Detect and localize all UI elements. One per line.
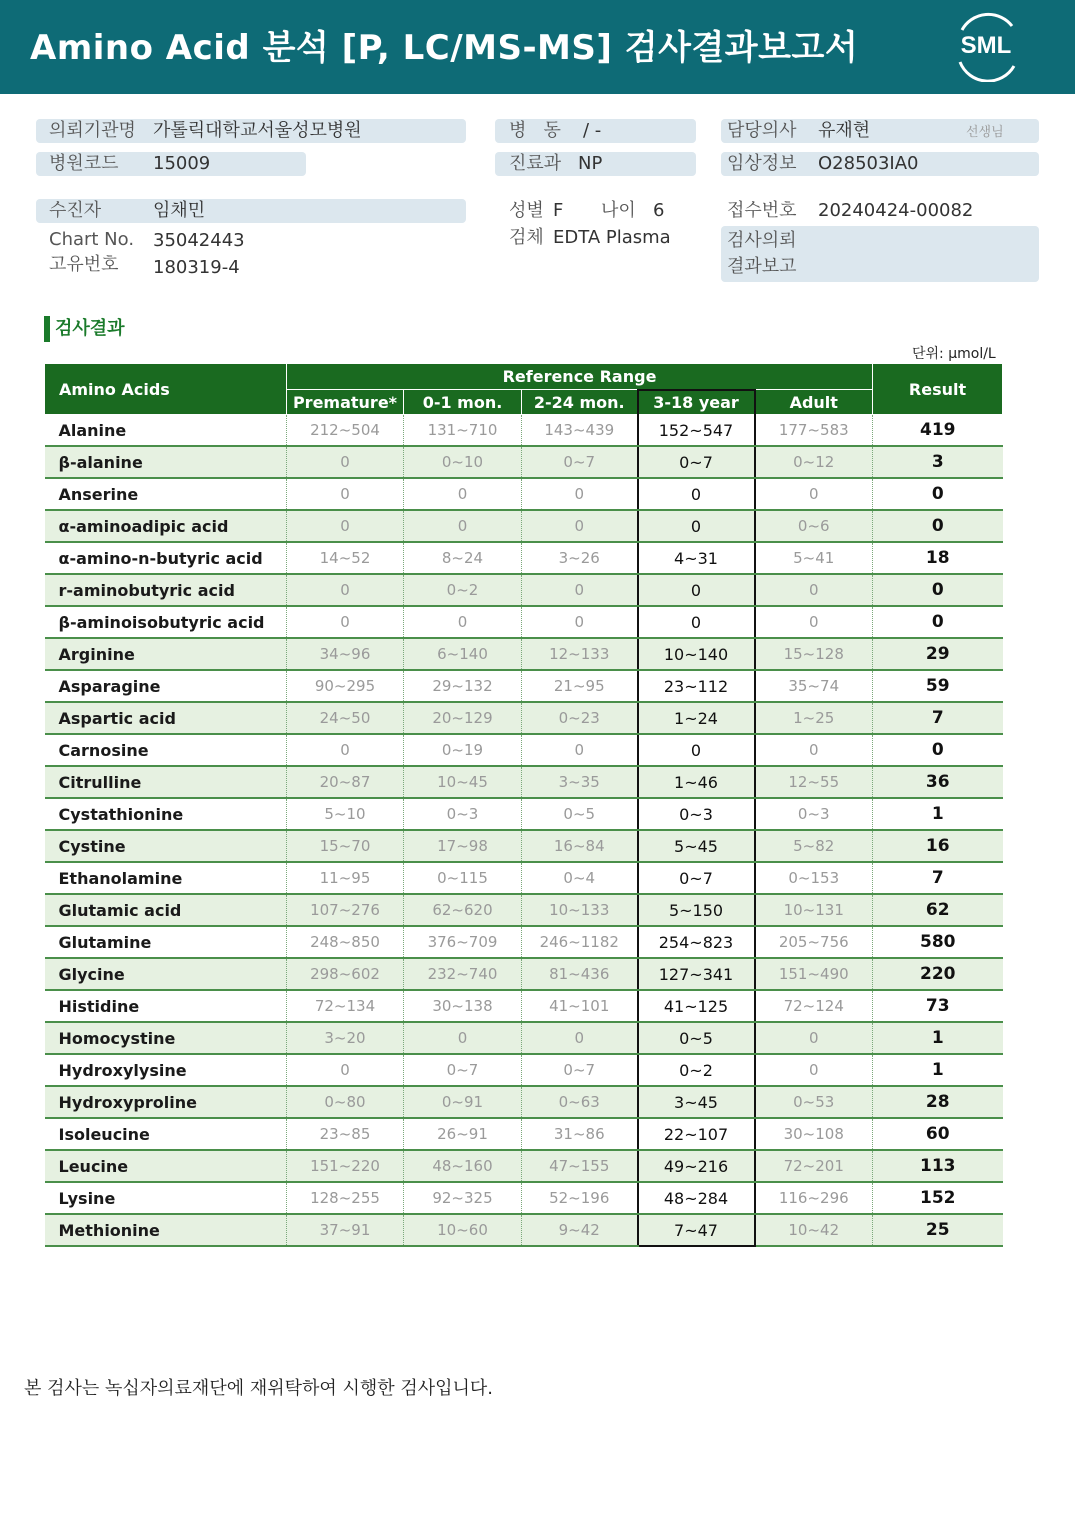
unique-label: 고유번호	[49, 254, 119, 275]
col-header-3-18year: 3-18 year	[638, 390, 755, 415]
ref-range-adult: 0~53	[755, 1086, 873, 1118]
ref-range-year318: 152~547	[638, 415, 755, 447]
result-value: 1	[873, 1022, 1003, 1054]
ref-range-year318: 0~3	[638, 798, 755, 830]
ref-range-year318: 0	[638, 606, 755, 638]
hospital-code-label: 병원코드	[49, 153, 119, 174]
ref-range-premature: 24~50	[287, 702, 404, 734]
ref-range-mon224: 0~4	[522, 862, 638, 894]
result-value: 152	[873, 1182, 1003, 1214]
ref-range-mon01: 131~710	[404, 415, 522, 447]
hospital-code-value: 15009	[153, 153, 211, 174]
col-header-adult: Adult	[755, 390, 873, 415]
ref-range-mon01: 29~132	[404, 670, 522, 702]
section-marker	[44, 316, 50, 342]
institution-label: 의뢰기관명	[49, 120, 136, 141]
ref-range-mon01: 0~10	[404, 446, 522, 478]
ref-range-mon224: 0~63	[522, 1086, 638, 1118]
ref-range-mon01: 48~160	[404, 1150, 522, 1182]
request-label: 검사의뢰	[727, 230, 797, 251]
ref-range-adult: 5~82	[755, 830, 873, 862]
ref-range-year318: 127~341	[638, 958, 755, 990]
amino-acid-name: Hydroxylysine	[45, 1054, 287, 1086]
ref-range-mon224: 12~133	[522, 638, 638, 670]
table-row	[45, 1022, 1003, 1054]
ref-range-year318: 41~125	[638, 990, 755, 1022]
ref-range-mon01: 10~60	[404, 1214, 522, 1246]
table-row	[45, 510, 1003, 542]
ref-range-premature: 3~20	[287, 1022, 404, 1054]
chart-value: 35042443	[153, 230, 245, 251]
department-value: NP	[578, 153, 603, 174]
ref-range-premature: 90~295	[287, 670, 404, 702]
ref-range-mon01: 30~138	[404, 990, 522, 1022]
footer-note: 본 검사는 녹십자의료재단에 재위탁하여 시행한 검사입니다.	[24, 1378, 494, 1399]
amino-acid-name: Cystathionine	[45, 798, 287, 830]
ref-range-premature: 20~87	[287, 766, 404, 798]
institution-value: 가톨릭대학교서울성모병원	[153, 120, 362, 141]
col-header-0-1mon: 0-1 mon.	[404, 390, 522, 415]
result-value: 113	[873, 1150, 1003, 1182]
ref-range-premature: 34~96	[287, 638, 404, 670]
accession-label: 접수번호	[727, 200, 797, 221]
table-row	[45, 734, 1003, 766]
ref-range-mon01: 0~19	[404, 734, 522, 766]
ref-range-premature: 0	[287, 446, 404, 478]
ref-range-adult: 30~108	[755, 1118, 873, 1150]
table-row	[45, 894, 1003, 926]
ref-range-year318: 0	[638, 510, 755, 542]
report-title: Amino Acid 분석 [P, LC/MS-MS] 검사결과보고서	[30, 28, 859, 68]
clinical-value: O28503IA0	[818, 153, 919, 174]
ref-range-adult: 0	[755, 734, 873, 766]
table-row	[45, 606, 1003, 638]
ref-range-year318: 0~2	[638, 1054, 755, 1086]
ref-range-premature: 23~85	[287, 1118, 404, 1150]
amino-acid-name: β-alanine	[45, 446, 287, 478]
ref-range-mon01: 17~98	[404, 830, 522, 862]
result-value: 62	[873, 894, 1003, 926]
ref-range-year318: 5~45	[638, 830, 755, 862]
ref-range-mon01: 20~129	[404, 702, 522, 734]
result-value: 0	[873, 478, 1003, 510]
amino-acid-name: Alanine	[45, 415, 287, 447]
col-header-result: Result	[873, 364, 1003, 415]
specimen-label: 검체	[509, 227, 544, 248]
table-row	[45, 1214, 1003, 1246]
ref-range-adult: 0	[755, 478, 873, 510]
ref-range-adult: 0	[755, 1054, 873, 1086]
ref-range-mon224: 0	[522, 478, 638, 510]
patient-value: 임채민	[153, 200, 206, 221]
table-row	[45, 830, 1003, 862]
ref-range-year318: 23~112	[638, 670, 755, 702]
ref-range-mon224: 143~439	[522, 415, 638, 447]
ref-range-premature: 151~220	[287, 1150, 404, 1182]
ref-range-mon01: 92~325	[404, 1182, 522, 1214]
result-value: 3	[873, 446, 1003, 478]
col-header-premature: Premature*	[287, 390, 404, 415]
ref-range-year318: 0~7	[638, 446, 755, 478]
ref-range-mon224: 0	[522, 606, 638, 638]
amino-acid-name: Lysine	[45, 1182, 287, 1214]
ref-range-mon01: 8~24	[404, 542, 522, 574]
table-row	[45, 638, 1003, 670]
ref-range-mon224: 16~84	[522, 830, 638, 862]
ref-range-year318: 0	[638, 734, 755, 766]
age-value: 6	[653, 200, 665, 221]
table-row	[45, 670, 1003, 702]
results-table	[44, 363, 1003, 1247]
ref-range-mon224: 10~133	[522, 894, 638, 926]
ref-range-mon224: 0	[522, 510, 638, 542]
ref-range-premature: 72~134	[287, 990, 404, 1022]
ref-range-mon01: 62~620	[404, 894, 522, 926]
ref-range-adult: 0~6	[755, 510, 873, 542]
ref-range-adult: 116~296	[755, 1182, 873, 1214]
ref-range-mon01: 6~140	[404, 638, 522, 670]
result-value: 29	[873, 638, 1003, 670]
report-header	[0, 0, 1075, 94]
amino-acid-name: α-aminoadipic acid	[45, 510, 287, 542]
ref-range-mon224: 9~42	[522, 1214, 638, 1246]
ref-range-year318: 0~7	[638, 862, 755, 894]
ref-range-premature: 37~91	[287, 1214, 404, 1246]
ref-range-mon224: 3~35	[522, 766, 638, 798]
ref-range-mon224: 41~101	[522, 990, 638, 1022]
ref-range-mon224: 0	[522, 574, 638, 606]
doctor-value: 유재현	[818, 120, 871, 141]
amino-acid-name: Glutamine	[45, 926, 287, 958]
ref-range-adult: 35~74	[755, 670, 873, 702]
logo-text: SML	[960, 32, 1012, 59]
amino-acid-name: Cystine	[45, 830, 287, 862]
ref-range-mon224: 31~86	[522, 1118, 638, 1150]
ref-range-premature: 0	[287, 574, 404, 606]
table-row	[45, 446, 1003, 478]
ref-range-mon01: 0	[404, 478, 522, 510]
table-row	[45, 1118, 1003, 1150]
table-row	[45, 926, 1003, 958]
ref-range-mon224: 246~1182	[522, 926, 638, 958]
sex-value: F	[553, 200, 564, 221]
ref-range-adult: 10~42	[755, 1214, 873, 1246]
ref-range-premature: 248~850	[287, 926, 404, 958]
table-row	[45, 478, 1003, 510]
ref-range-adult: 0~153	[755, 862, 873, 894]
result-value: 419	[873, 415, 1003, 447]
ref-range-premature: 107~276	[287, 894, 404, 926]
ref-range-premature: 0	[287, 1054, 404, 1086]
ref-range-premature: 0~80	[287, 1086, 404, 1118]
table-row	[45, 415, 1003, 447]
col-header-name: Amino Acids	[45, 364, 287, 415]
result-value: 7	[873, 702, 1003, 734]
ref-range-premature: 128~255	[287, 1182, 404, 1214]
ref-range-year318: 7~47	[638, 1214, 755, 1246]
ref-range-premature: 15~70	[287, 830, 404, 862]
ref-range-mon224: 81~436	[522, 958, 638, 990]
amino-acid-name: Homocystine	[45, 1022, 287, 1054]
result-value: 7	[873, 862, 1003, 894]
amino-acid-name: α-amino-n-butyric acid	[45, 542, 287, 574]
amino-acid-name: Isoleucine	[45, 1118, 287, 1150]
amino-acid-name: Histidine	[45, 990, 287, 1022]
ref-range-mon224: 0~23	[522, 702, 638, 734]
ref-range-mon224: 0	[522, 734, 638, 766]
ref-range-adult: 12~55	[755, 766, 873, 798]
ref-range-mon224: 0~7	[522, 446, 638, 478]
clinical-label: 임상정보	[727, 153, 797, 174]
table-row	[45, 1054, 1003, 1086]
ref-range-adult: 0~12	[755, 446, 873, 478]
ref-range-mon01: 26~91	[404, 1118, 522, 1150]
ref-range-mon01: 0	[404, 510, 522, 542]
ref-range-mon224: 52~196	[522, 1182, 638, 1214]
ref-range-mon01: 0	[404, 606, 522, 638]
amino-acid-name: Citrulline	[45, 766, 287, 798]
result-value: 59	[873, 670, 1003, 702]
ref-range-adult: 0	[755, 574, 873, 606]
ref-range-mon01: 232~740	[404, 958, 522, 990]
ref-range-adult: 72~201	[755, 1150, 873, 1182]
amino-acid-name: β-aminoisobutyric acid	[45, 606, 287, 638]
ref-range-premature: 0	[287, 510, 404, 542]
result-value: 0	[873, 606, 1003, 638]
result-value: 36	[873, 766, 1003, 798]
ref-range-adult: 5~41	[755, 542, 873, 574]
ref-range-mon224: 0~5	[522, 798, 638, 830]
ref-range-adult: 0~3	[755, 798, 873, 830]
ref-range-mon01: 0~7	[404, 1054, 522, 1086]
ref-range-adult: 0	[755, 1022, 873, 1054]
patient-label: 수진자	[49, 200, 102, 221]
ref-range-adult: 177~583	[755, 415, 873, 447]
ref-range-year318: 0~5	[638, 1022, 755, 1054]
ref-range-mon01: 0~115	[404, 862, 522, 894]
sex-label: 성별	[509, 200, 544, 221]
ref-range-mon224: 47~155	[522, 1150, 638, 1182]
ref-range-mon01: 0~3	[404, 798, 522, 830]
table-row	[45, 1086, 1003, 1118]
table-row	[45, 862, 1003, 894]
ref-range-year318: 48~284	[638, 1182, 755, 1214]
col-header-ref: Reference Range	[287, 364, 873, 390]
ref-range-premature: 0	[287, 478, 404, 510]
department-label: 진료과	[509, 153, 562, 174]
ref-range-adult: 72~124	[755, 990, 873, 1022]
ref-range-mon224: 3~26	[522, 542, 638, 574]
result-value: 580	[873, 926, 1003, 958]
result-value: 16	[873, 830, 1003, 862]
result-value: 220	[873, 958, 1003, 990]
ref-range-year318: 5~150	[638, 894, 755, 926]
col-header-2-24mon: 2-24 mon.	[522, 390, 638, 415]
table-row	[45, 990, 1003, 1022]
result-value: 73	[873, 990, 1003, 1022]
section-title: 검사결과	[55, 318, 125, 339]
ref-range-mon01: 0~2	[404, 574, 522, 606]
amino-acid-name: Carnosine	[45, 734, 287, 766]
ref-range-mon01: 0	[404, 1022, 522, 1054]
ref-range-premature: 0	[287, 734, 404, 766]
ref-range-year318: 22~107	[638, 1118, 755, 1150]
ref-range-year318: 10~140	[638, 638, 755, 670]
result-value: 0	[873, 734, 1003, 766]
ref-range-adult: 151~490	[755, 958, 873, 990]
ref-range-year318: 4~31	[638, 542, 755, 574]
ref-range-mon224: 0	[522, 1022, 638, 1054]
ref-range-premature: 0	[287, 606, 404, 638]
amino-acid-name: Hydroxyproline	[45, 1086, 287, 1118]
amino-acid-name: Asparagine	[45, 670, 287, 702]
ward-label: 병 동	[509, 120, 561, 141]
table-row	[45, 798, 1003, 830]
ref-range-adult: 1~25	[755, 702, 873, 734]
result-value: 1	[873, 1054, 1003, 1086]
unit-label: 단위: μmol/L	[912, 346, 996, 362]
ref-range-premature: 11~95	[287, 862, 404, 894]
amino-acid-name: Leucine	[45, 1150, 287, 1182]
ref-range-year318: 49~216	[638, 1150, 755, 1182]
ref-range-year318: 254~823	[638, 926, 755, 958]
ref-range-year318: 0	[638, 478, 755, 510]
result-value: 28	[873, 1086, 1003, 1118]
doctor-label: 담당의사	[727, 120, 797, 141]
ref-range-year318: 1~24	[638, 702, 755, 734]
result-value: 1	[873, 798, 1003, 830]
amino-acid-name: Methionine	[45, 1214, 287, 1246]
result-value: 18	[873, 542, 1003, 574]
specimen-value: EDTA Plasma	[553, 227, 671, 248]
table-row	[45, 702, 1003, 734]
ref-range-mon224: 21~95	[522, 670, 638, 702]
amino-acid-name: r-aminobutyric acid	[45, 574, 287, 606]
ref-range-premature: 212~504	[287, 415, 404, 447]
ref-range-adult: 205~756	[755, 926, 873, 958]
ref-range-mon224: 0~7	[522, 1054, 638, 1086]
ref-range-adult: 0	[755, 606, 873, 638]
ref-range-year318: 1~46	[638, 766, 755, 798]
ref-range-premature: 5~10	[287, 798, 404, 830]
ward-value: / -	[583, 120, 602, 141]
ref-range-year318: 3~45	[638, 1086, 755, 1118]
ref-range-premature: 298~602	[287, 958, 404, 990]
amino-acid-name: Aspartic acid	[45, 702, 287, 734]
ref-range-mon01: 0~91	[404, 1086, 522, 1118]
ref-range-adult: 15~128	[755, 638, 873, 670]
amino-acid-name: Glutamic acid	[45, 894, 287, 926]
report-label: 결과보고	[727, 256, 797, 277]
table-row	[45, 766, 1003, 798]
table-row	[45, 1150, 1003, 1182]
results-body	[45, 415, 1003, 1247]
chart-label: Chart No.	[49, 229, 135, 250]
age-label: 나이	[601, 200, 636, 221]
doctor-suffix: 선생님	[966, 125, 1004, 140]
accession-value: 20240424-00082	[818, 200, 974, 221]
amino-acid-name: Arginine	[45, 638, 287, 670]
amino-acid-name: Glycine	[45, 958, 287, 990]
table-row	[45, 958, 1003, 990]
sml-logo	[948, 10, 1028, 82]
ref-range-year318: 0	[638, 574, 755, 606]
ref-range-mon01: 376~709	[404, 926, 522, 958]
result-value: 0	[873, 510, 1003, 542]
table-row	[45, 542, 1003, 574]
table-row	[45, 574, 1003, 606]
unique-value: 180319-4	[153, 257, 240, 278]
result-value: 0	[873, 574, 1003, 606]
amino-acid-name: Anserine	[45, 478, 287, 510]
ref-range-adult: 10~131	[755, 894, 873, 926]
result-value: 60	[873, 1118, 1003, 1150]
amino-acid-name: Ethanolamine	[45, 862, 287, 894]
ref-range-premature: 14~52	[287, 542, 404, 574]
ref-range-mon01: 10~45	[404, 766, 522, 798]
result-value: 25	[873, 1214, 1003, 1246]
table-row	[45, 1182, 1003, 1214]
